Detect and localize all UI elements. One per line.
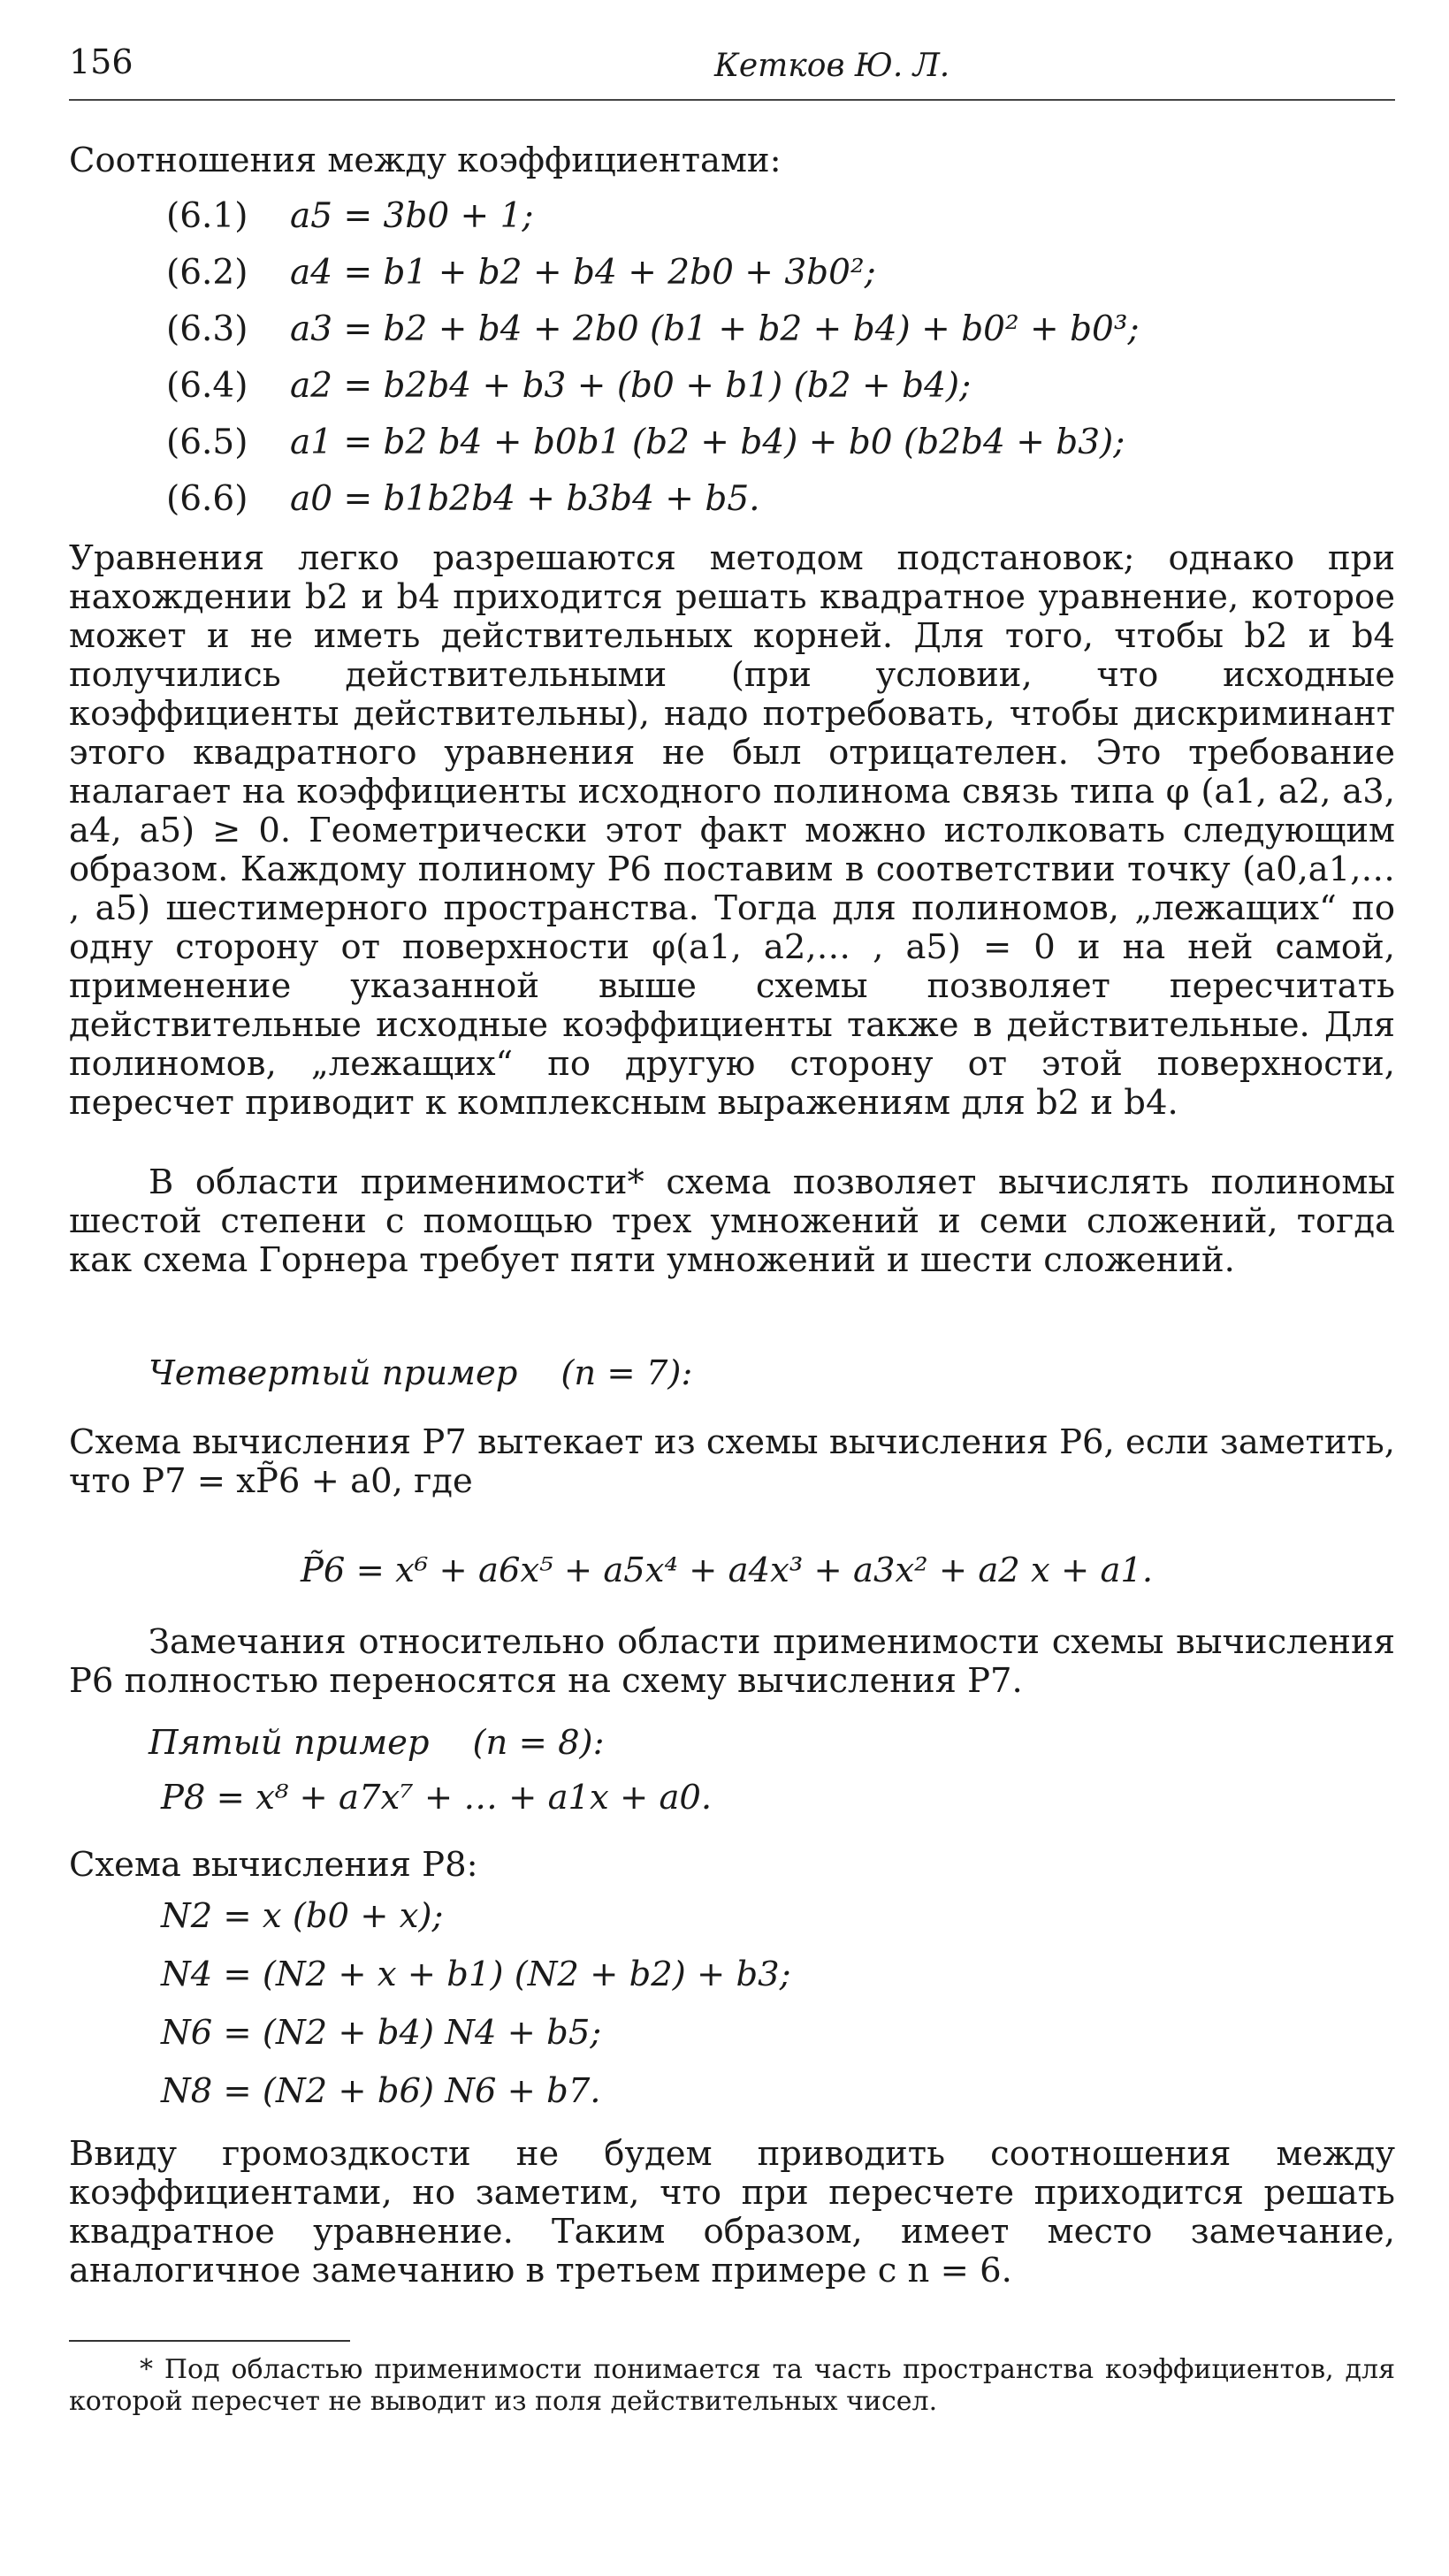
- equation-formula: a3 = b2 + b4 + 2b0 (b1 + b2 + b4) + b0² + b0³;: [290, 309, 1140, 349]
- header-rule: [69, 99, 1395, 101]
- example-condition: (n = 7):: [561, 1353, 693, 1393]
- equation-number: (6.5): [166, 423, 248, 462]
- equation-formula: a0 = b1b2b4 + b3b4 + b5.: [290, 479, 760, 519]
- example5-scheme-label: Схема вычисления P8:: [69, 1845, 478, 1885]
- example-condition: (n = 8):: [472, 1723, 605, 1763]
- page-number: 156: [69, 42, 133, 81]
- example4-formula: P̃6 = x⁶ + a6x⁵ + a5x⁴ + a4x³ + a3x² + a2 x + a1.: [301, 1551, 1154, 1590]
- coefficient-relations: [166, 196, 1316, 536]
- page-header: [69, 42, 1395, 95]
- relation-6-4: [166, 366, 1316, 423]
- example4-heading: [69, 1354, 1395, 1393]
- equation-formula: a5 = 3b0 + 1;: [290, 196, 534, 236]
- equation-number: (6.4): [166, 366, 248, 406]
- scheme-step: N4 = (N2 + x + b1) (N2 + b2) + b3;: [161, 1955, 791, 1994]
- relation-6-5: [166, 423, 1316, 479]
- closing-paragraph: Ввиду громоздкости не будем приводить соотношения между коэффициентами, но заметим, что при пересчете приходится решать квадратное уравнение. Таким образом, имеет место замечание, аналогичное замечанию в третьем примере с n = 6.: [69, 2134, 1395, 2290]
- equation-number: (6.6): [166, 479, 248, 519]
- example4-remark: Замечания относительно области применимости схемы вычисления P6 полностью переносятся на схему вычисления P7.: [69, 1622, 1395, 1701]
- relation-6-1: [166, 196, 1316, 253]
- footnote-rule: [69, 2340, 350, 2342]
- relation-6-3: [166, 309, 1316, 366]
- equation-number: (6.3): [166, 309, 248, 349]
- scheme-step: N8 = (N2 + b6) N6 + b7.: [161, 2071, 601, 2111]
- example4-text: Схема вычисления P7 вытекает из схемы вычисления P6, если заметить, что P7 = xP̃6 + a0, где: [69, 1422, 1395, 1501]
- example-title: Четвертый пример: [149, 1353, 518, 1393]
- footnote: * Под областью применимости понимается та часть пространства коэффициентов, для которой пересчет не выводит из поля действительных чисел.: [69, 2354, 1395, 2417]
- example5-polynomial: P8 = x⁸ + a7x⁷ + … + a1x + a0.: [161, 1778, 713, 1818]
- paragraph-solution: Уравнения легко разрешаются методом подстановок; однако при нахождении b2 и b4 приходится решать квадратное уравнение, которое может и не иметь действительных корней. Для того, чтобы b2 и b4 получились действительными (при условии, что исходные коэффициенты действительны), надо потребовать, чтобы дискриминант этого квадратного уравнения не был отрицателен. Это требование налагает на коэффициенты исходного полинома связь типа φ (a1, a2, a3, a4, a5) ≥ 0. Геометрически этот факт можно истолковать следующим образом. Каждому полиному P6 поставим в соответствии точку (a0,a1,… , a5) шестимерного пространства. Тогда для полиномов, „лежащих“ по одну сторону от поверхности φ(a1, a2,… , a5) = 0 и на ней самой, применение указанной выше схемы позволяет пересчитать действительные исходные коэффициенты также в действительные. Для полиномов, „лежащих“ по другую сторону от этой поверхности, пересчет приводит к комплексным выражениям для b2 и b4.: [69, 538, 1395, 1123]
- example5-heading: [69, 1724, 1395, 1763]
- example-title: Пятый пример: [149, 1723, 430, 1763]
- equation-formula: a2 = b2b4 + b3 + (b0 + b1) (b2 + b4);: [290, 366, 972, 406]
- equation-formula: a4 = b1 + b2 + b4 + 2b0 + 3b0²;: [290, 253, 876, 293]
- equation-formula: a1 = b2 b4 + b0b1 (b2 + b4) + b0 (b2b4 + b3);: [290, 423, 1125, 462]
- scheme-step: N2 = x (b0 + x);: [161, 1896, 444, 1936]
- relation-6-6: [166, 479, 1316, 536]
- example5-steps: [161, 1897, 1222, 2130]
- scheme-step: N6 = (N2 + b4) N4 + b5;: [161, 2013, 602, 2053]
- relation-6-2: [166, 253, 1316, 309]
- equation-number: (6.2): [166, 253, 248, 293]
- paragraph-efficiency: В области применимости* схема позволяет вычислять полиномы шестой степени с помощью трех умножений и семи сложений, тогда как схема Горнера требует пяти умножений и шести сложений.: [69, 1162, 1395, 1280]
- running-title: Кетков Ю. Л.: [714, 48, 950, 84]
- equation-number: (6.1): [166, 196, 248, 236]
- section-intro: Соотношения между коэффициентами:: [69, 141, 782, 180]
